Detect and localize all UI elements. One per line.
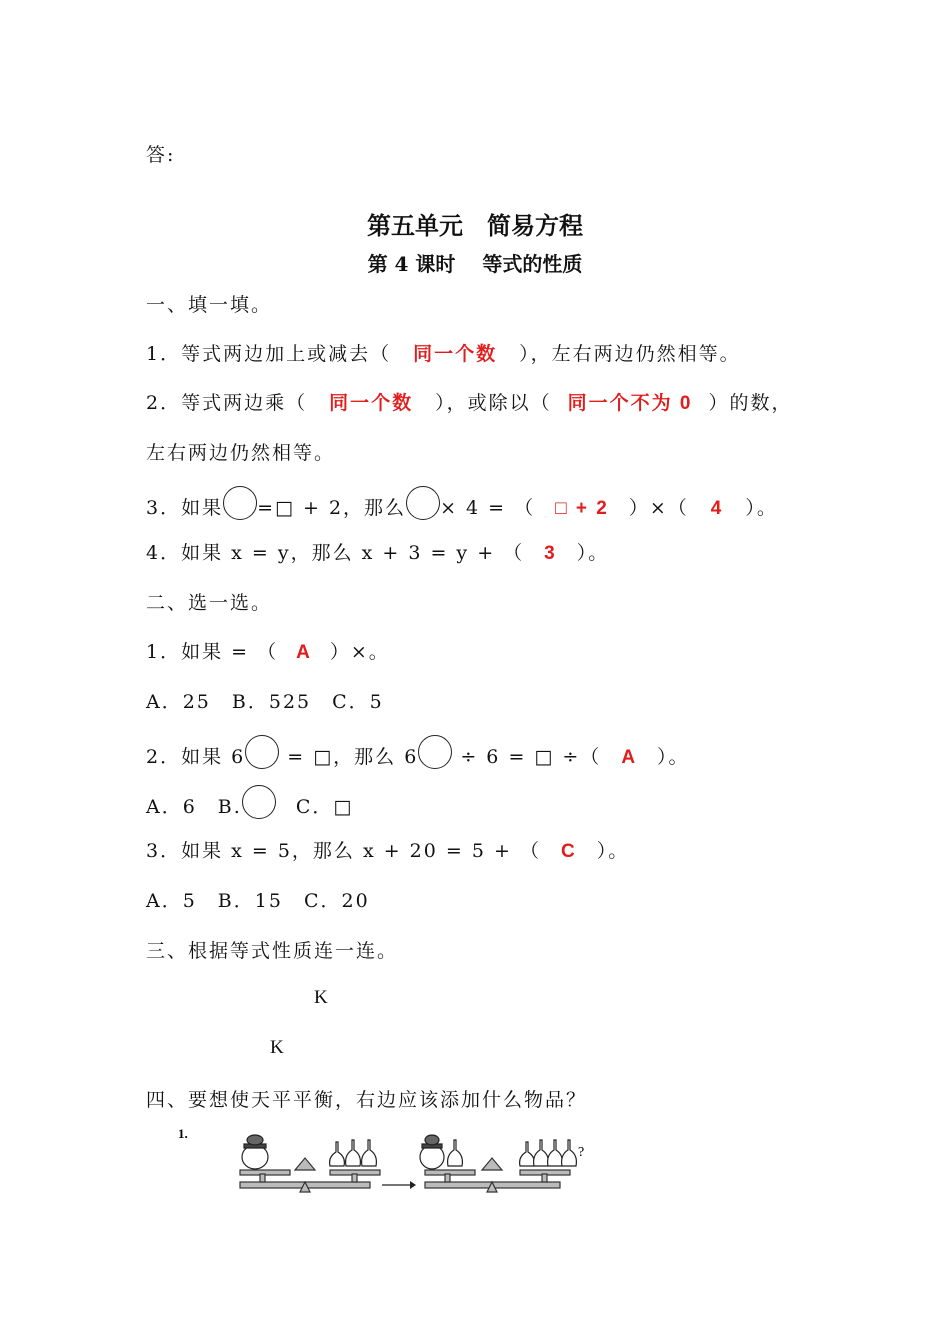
k-mark-1: K [314,987,328,1008]
s1-q2-cont: 左右两边仍然相等。 [146,442,336,464]
pot-icon [242,1135,268,1169]
s2-q3-answer: C [560,841,577,862]
s2-q1-answer: A [296,642,312,663]
four-bottles-icon [520,1140,577,1166]
s1-q1-answer: 同一个数 [413,344,498,365]
pot-and-bottle-icon [420,1135,462,1169]
s2-q2-options: A．6 B. C．□ [146,785,353,819]
section-1-title: 一、填一填。 [146,294,273,316]
s2-q2: 2．如果 6 = □，那么 6 ÷ 6 = □ ÷（ A ）。 [146,735,690,769]
s1-q2-answer-2: 同一个不为 0 [567,393,693,414]
s1-q3-answer-1: □ + 2 [555,498,609,519]
circle-symbol [418,735,452,769]
s1-q2-answer-1: 同一个数 [329,393,414,414]
figure-number: 1. [178,1126,188,1141]
s2-q3-options: A．5 B．15 C．20 [146,890,370,912]
unit-title: 第五单元 简易方程 [367,211,583,240]
circle-symbol [245,735,279,769]
fulcrum [295,1158,315,1170]
bottles-icon [330,1140,377,1166]
s1-q4: 4．如果 x = y，那么 x + 3 = y + （ 3 ）。 [146,542,610,564]
s2-q1-options: A．25 B．525 C．5 [146,691,384,713]
question-mark: ? [578,1145,585,1160]
section-2-title: 二、选一选。 [146,592,273,614]
section-3-title: 三、根据等式性质连一连。 [146,940,399,962]
s1-q3-answer-2: 4 [710,498,724,519]
s2-q2-answer: A [621,747,638,768]
s1-q2: 2．等式两边乘（ 同一个数 ），或除以（ 同一个不为 0 ）的数， [146,392,793,414]
s1-q3: 3．如果 =□ + 2，那么 × 4 = （ □ + 2 ）×（ 4 ）。 [146,486,778,520]
section-4-title: 四、要想使天平平衡，右边应该添加什么物品？ [146,1089,588,1111]
answer-label: 答: [146,144,176,166]
k-mark-2: K [270,1037,284,1058]
s2-q1: 1．如果 = （ A ）×。 [146,641,390,663]
lesson-title: 第 4 课时 等式的性质 [367,252,583,276]
balance-figure [170,1122,610,1202]
circle-option-b [242,785,276,819]
s2-q3: 3．如果 x = 5，那么 x + 20 = 5 + （ C ）。 [146,840,630,862]
circle-symbol [223,486,257,520]
s1-q4-answer: 3 [544,543,557,564]
circle-symbol [406,486,440,520]
s1-q1: 1．等式两边加上或减去（ 同一个数 ），左右两边仍然相等。 [146,343,741,365]
